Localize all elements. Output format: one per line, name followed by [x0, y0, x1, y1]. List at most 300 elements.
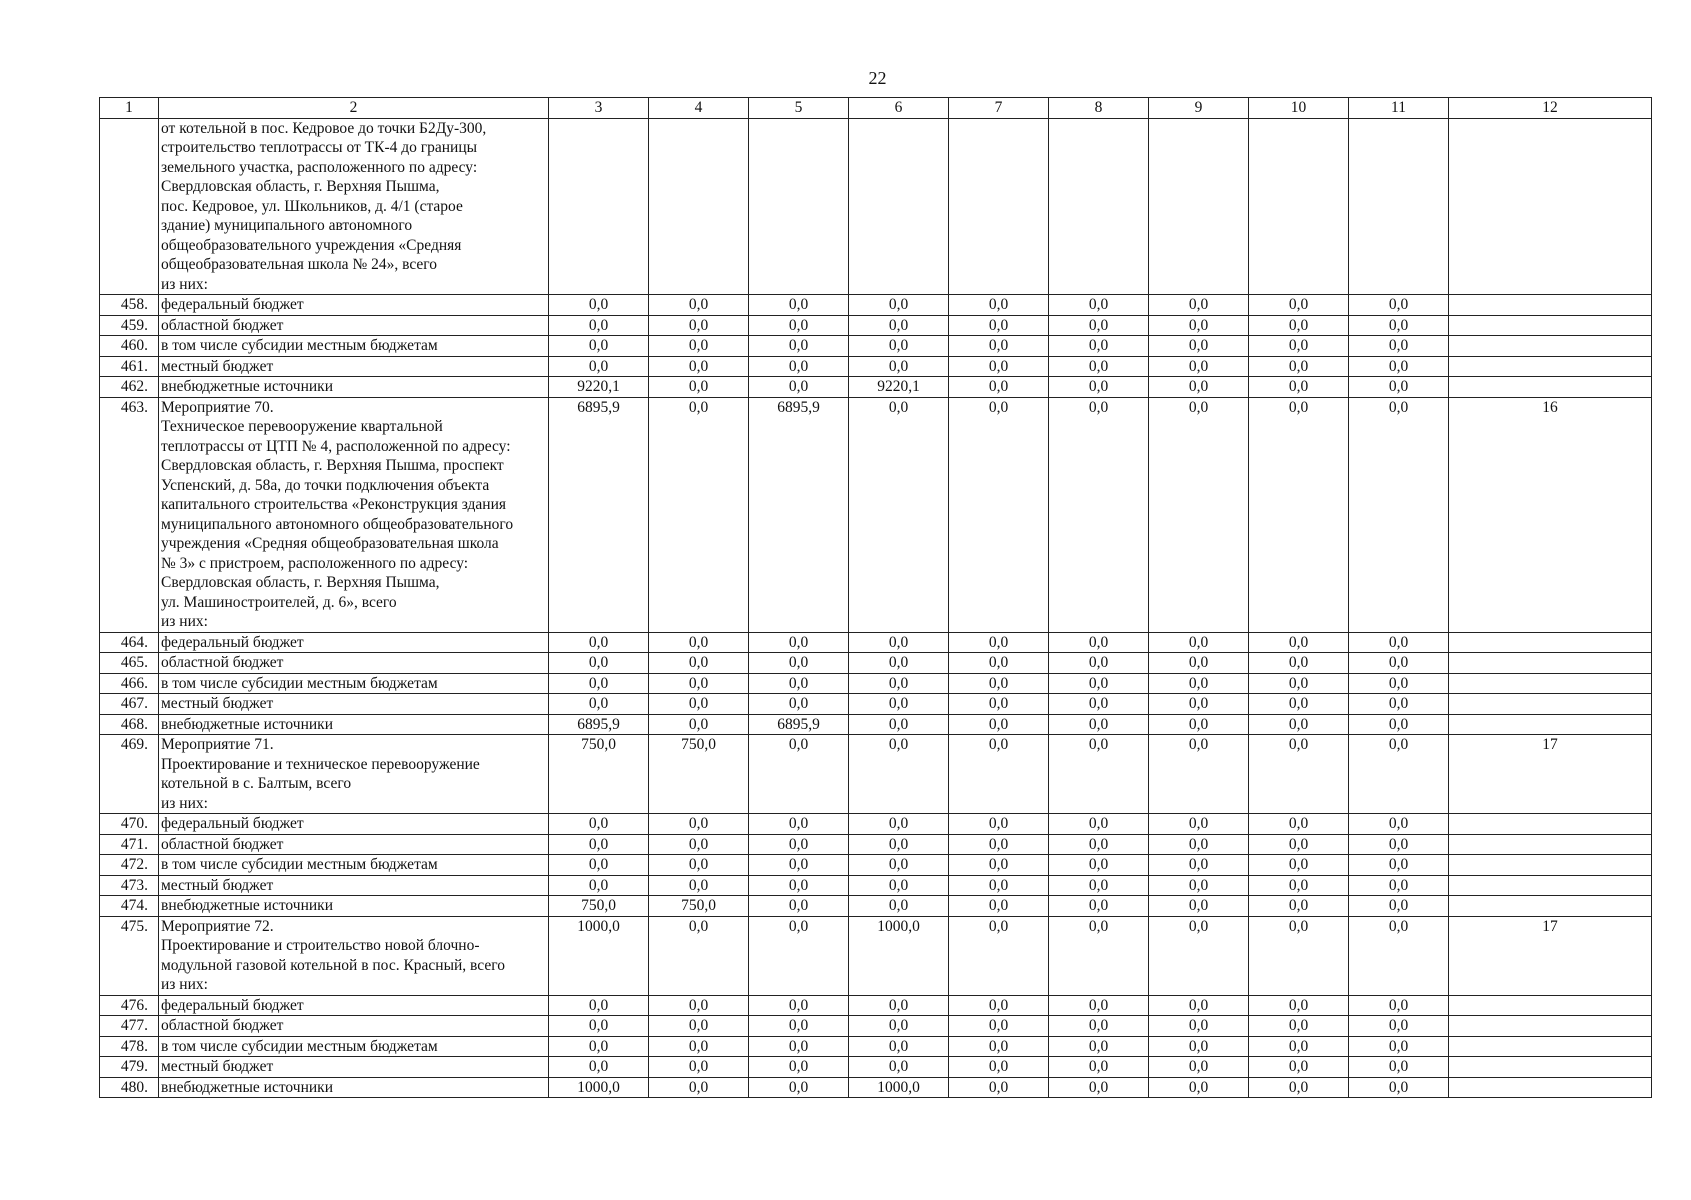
- value-cell: 0,0: [1149, 896, 1249, 917]
- value-cell: 0,0: [549, 295, 649, 316]
- budget-table: [99, 97, 1652, 1098]
- value-cell: 0,0: [949, 735, 1049, 814]
- value-cell: 0,0: [649, 1016, 749, 1037]
- value-cell: 0,0: [1149, 735, 1249, 814]
- value-cell: 0,0: [1249, 632, 1349, 653]
- table-row: [100, 356, 1652, 377]
- value-cell: 0,0: [1149, 714, 1249, 735]
- value-cell: 0,0: [1149, 814, 1249, 835]
- value-cell: 0,0: [649, 632, 749, 653]
- row-number: [100, 118, 159, 295]
- table-row: [100, 632, 1652, 653]
- value-cell: 0,0: [649, 315, 749, 336]
- row-number: 469.: [100, 735, 159, 814]
- value-cell: 0,0: [749, 735, 849, 814]
- row-number: 466.: [100, 673, 159, 694]
- value-cell: 0,0: [549, 653, 649, 674]
- value-cell: 0,0: [749, 1036, 849, 1057]
- value-cell: 0,0: [1149, 397, 1249, 632]
- value-cell: 1000,0: [549, 916, 649, 995]
- row-description: в том числе субсидии местным бюджетам: [159, 336, 549, 357]
- value-cell: 1000,0: [549, 1077, 649, 1098]
- note-cell: [1449, 834, 1652, 855]
- value-cell: 0,0: [1049, 632, 1149, 653]
- value-cell: 0,0: [649, 1036, 749, 1057]
- note-cell: [1449, 295, 1652, 316]
- value-cell: 0,0: [949, 1057, 1049, 1078]
- value-cell: 0,0: [1149, 336, 1249, 357]
- value-cell: 6895,9: [749, 714, 849, 735]
- value-cell: 0,0: [949, 1036, 1049, 1057]
- row-description: в том числе субсидии местным бюджетам: [159, 1036, 549, 1057]
- value-cell: [1349, 118, 1449, 295]
- value-cell: 0,0: [749, 1077, 849, 1098]
- value-cell: 0,0: [1049, 855, 1149, 876]
- value-cell: 0,0: [649, 673, 749, 694]
- table-row: [100, 1036, 1652, 1057]
- value-cell: 9220,1: [849, 377, 949, 398]
- value-cell: 0,0: [1149, 1077, 1249, 1098]
- value-cell: 0,0: [849, 735, 949, 814]
- value-cell: 0,0: [649, 875, 749, 896]
- row-number: 467.: [100, 694, 159, 715]
- value-cell: 0,0: [749, 653, 849, 674]
- note-cell: 17: [1449, 735, 1652, 814]
- row-number: 468.: [100, 714, 159, 735]
- value-cell: 0,0: [749, 834, 849, 855]
- value-cell: 0,0: [549, 356, 649, 377]
- note-cell: [1449, 1036, 1652, 1057]
- table-row: [100, 875, 1652, 896]
- note-cell: [1449, 814, 1652, 835]
- value-cell: 0,0: [549, 834, 649, 855]
- value-cell: 0,0: [1249, 397, 1349, 632]
- value-cell: 0,0: [1049, 834, 1149, 855]
- value-cell: 0,0: [1249, 995, 1349, 1016]
- row-number: 464.: [100, 632, 159, 653]
- value-cell: 6895,9: [549, 397, 649, 632]
- value-cell: 0,0: [749, 814, 849, 835]
- table-row: [100, 315, 1652, 336]
- column-header: 9: [1149, 98, 1249, 119]
- row-description: Мероприятие 71. Проектирование и техническое перевооружение котельной в с. Балтым, всего из них:: [159, 735, 549, 814]
- row-number: 475.: [100, 916, 159, 995]
- row-description: от котельной в пос. Кедровое до точки Б2Ду-300, строительство теплотрассы от ТК-4 до границы земельного участка, расположенного по адресу: Свердловская область, г. Верхняя Пышма, пос. Кедровое, ул. Школьников, д. 4/1 (старое здание) муниципального автономного общеобразовательного учреждения «Средняя общеобразовательная школа № 24», всего из них:: [159, 118, 549, 295]
- value-cell: 0,0: [1249, 896, 1349, 917]
- row-number: 470.: [100, 814, 159, 835]
- value-cell: 0,0: [649, 397, 749, 632]
- note-cell: [1449, 855, 1652, 876]
- value-cell: 0,0: [649, 1077, 749, 1098]
- value-cell: 0,0: [649, 653, 749, 674]
- value-cell: 1000,0: [849, 1077, 949, 1098]
- note-cell: [1449, 1016, 1652, 1037]
- column-header: 1: [100, 98, 159, 119]
- column-header: 10: [1249, 98, 1349, 119]
- value-cell: 0,0: [1249, 916, 1349, 995]
- value-cell: 0,0: [649, 995, 749, 1016]
- note-cell: [1449, 896, 1652, 917]
- column-header: 7: [949, 98, 1049, 119]
- note-cell: 16: [1449, 397, 1652, 632]
- note-cell: [1449, 875, 1652, 896]
- value-cell: 0,0: [649, 694, 749, 715]
- value-cell: 0,0: [749, 295, 849, 316]
- page-number: 22: [868, 68, 887, 88]
- value-cell: 0,0: [1349, 1077, 1449, 1098]
- row-description: местный бюджет: [159, 1057, 549, 1078]
- table-row: [100, 834, 1652, 855]
- column-header: 12: [1449, 98, 1652, 119]
- value-cell: 0,0: [1049, 673, 1149, 694]
- value-cell: 0,0: [1249, 315, 1349, 336]
- value-cell: 0,0: [849, 1016, 949, 1037]
- value-cell: 0,0: [1349, 632, 1449, 653]
- value-cell: 0,0: [1049, 315, 1149, 336]
- value-cell: 0,0: [749, 694, 849, 715]
- row-number: 461.: [100, 356, 159, 377]
- row-number: 465.: [100, 653, 159, 674]
- table-row: [100, 673, 1652, 694]
- value-cell: 0,0: [1049, 995, 1149, 1016]
- value-cell: 0,0: [1149, 295, 1249, 316]
- value-cell: 0,0: [1149, 315, 1249, 336]
- value-cell: 0,0: [549, 315, 649, 336]
- value-cell: 0,0: [649, 855, 749, 876]
- value-cell: 0,0: [1249, 735, 1349, 814]
- note-cell: [1449, 356, 1652, 377]
- table-row: [100, 735, 1652, 814]
- row-number: 462.: [100, 377, 159, 398]
- value-cell: 0,0: [849, 995, 949, 1016]
- value-cell: 0,0: [1149, 694, 1249, 715]
- value-cell: 0,0: [1049, 1077, 1149, 1098]
- value-cell: 0,0: [749, 356, 849, 377]
- value-cell: 0,0: [549, 673, 649, 694]
- value-cell: [1049, 118, 1149, 295]
- value-cell: 0,0: [849, 632, 949, 653]
- value-cell: 0,0: [949, 694, 1049, 715]
- note-cell: [1449, 714, 1652, 735]
- value-cell: 0,0: [549, 855, 649, 876]
- value-cell: 0,0: [1349, 356, 1449, 377]
- table-row: [100, 995, 1652, 1016]
- value-cell: 0,0: [1249, 1036, 1349, 1057]
- row-description: Мероприятие 72. Проектирование и строительство новой блочно- модульной газовой котельной в пос. Красный, всего из них:: [159, 916, 549, 995]
- value-cell: 0,0: [1049, 896, 1149, 917]
- value-cell: 0,0: [749, 1057, 849, 1078]
- value-cell: 0,0: [849, 896, 949, 917]
- row-description: областной бюджет: [159, 315, 549, 336]
- value-cell: 0,0: [949, 814, 1049, 835]
- value-cell: 750,0: [649, 735, 749, 814]
- value-cell: [549, 118, 649, 295]
- value-cell: 0,0: [549, 995, 649, 1016]
- value-cell: 0,0: [749, 336, 849, 357]
- row-number: 463.: [100, 397, 159, 632]
- value-cell: 0,0: [1149, 855, 1249, 876]
- value-cell: 0,0: [949, 673, 1049, 694]
- row-number: 473.: [100, 875, 159, 896]
- value-cell: 0,0: [1249, 1057, 1349, 1078]
- value-cell: 0,0: [649, 814, 749, 835]
- row-description: федеральный бюджет: [159, 632, 549, 653]
- value-cell: 0,0: [1049, 714, 1149, 735]
- value-cell: 0,0: [1249, 377, 1349, 398]
- value-cell: 0,0: [1349, 1057, 1449, 1078]
- value-cell: 0,0: [1349, 875, 1449, 896]
- value-cell: 0,0: [1249, 1077, 1349, 1098]
- column-header: 11: [1349, 98, 1449, 119]
- table-row: [100, 295, 1652, 316]
- column-header: 3: [549, 98, 649, 119]
- value-cell: 0,0: [549, 875, 649, 896]
- value-cell: 0,0: [949, 336, 1049, 357]
- value-cell: 0,0: [1249, 1016, 1349, 1037]
- value-cell: 0,0: [549, 1016, 649, 1037]
- value-cell: 0,0: [949, 377, 1049, 398]
- value-cell: 0,0: [1149, 673, 1249, 694]
- value-cell: 0,0: [1149, 916, 1249, 995]
- value-cell: 0,0: [1349, 315, 1449, 336]
- value-cell: 0,0: [949, 1016, 1049, 1037]
- value-cell: 0,0: [1149, 995, 1249, 1016]
- value-cell: 0,0: [1049, 653, 1149, 674]
- value-cell: 0,0: [1349, 336, 1449, 357]
- value-cell: 0,0: [1249, 814, 1349, 835]
- value-cell: 0,0: [1249, 875, 1349, 896]
- table-row: [100, 377, 1652, 398]
- value-cell: 0,0: [849, 397, 949, 632]
- value-cell: 0,0: [649, 916, 749, 995]
- row-number: 458.: [100, 295, 159, 316]
- value-cell: 0,0: [1249, 295, 1349, 316]
- value-cell: 0,0: [1149, 875, 1249, 896]
- value-cell: 0,0: [949, 855, 1049, 876]
- row-description: областной бюджет: [159, 653, 549, 674]
- value-cell: 0,0: [649, 377, 749, 398]
- value-cell: 0,0: [1149, 834, 1249, 855]
- value-cell: 0,0: [849, 855, 949, 876]
- value-cell: 0,0: [849, 673, 949, 694]
- value-cell: 0,0: [1049, 377, 1149, 398]
- value-cell: 0,0: [1349, 896, 1449, 917]
- value-cell: 0,0: [1049, 916, 1149, 995]
- value-cell: 0,0: [849, 814, 949, 835]
- table-row: [100, 1077, 1652, 1098]
- value-cell: 0,0: [649, 356, 749, 377]
- value-cell: [1149, 118, 1249, 295]
- value-cell: 0,0: [949, 875, 1049, 896]
- row-number: 460.: [100, 336, 159, 357]
- note-cell: [1449, 377, 1652, 398]
- value-cell: 0,0: [1149, 653, 1249, 674]
- value-cell: 0,0: [949, 1077, 1049, 1098]
- value-cell: 0,0: [1149, 1036, 1249, 1057]
- column-header: 2: [159, 98, 549, 119]
- note-cell: [1449, 118, 1652, 295]
- value-cell: 0,0: [849, 653, 949, 674]
- value-cell: 0,0: [1049, 1057, 1149, 1078]
- value-cell: [1249, 118, 1349, 295]
- value-cell: 0,0: [549, 632, 649, 653]
- value-cell: 0,0: [749, 995, 849, 1016]
- value-cell: 0,0: [1249, 855, 1349, 876]
- value-cell: 0,0: [1049, 336, 1149, 357]
- value-cell: 0,0: [1249, 834, 1349, 855]
- value-cell: 0,0: [949, 916, 1049, 995]
- table-row: [100, 1057, 1652, 1078]
- value-cell: 0,0: [1049, 356, 1149, 377]
- value-cell: 0,0: [1049, 875, 1149, 896]
- value-cell: 0,0: [1349, 1016, 1449, 1037]
- column-header: 4: [649, 98, 749, 119]
- column-header: 8: [1049, 98, 1149, 119]
- value-cell: 0,0: [749, 673, 849, 694]
- value-cell: 0,0: [949, 714, 1049, 735]
- value-cell: 0,0: [849, 1036, 949, 1057]
- table-row: [100, 916, 1652, 995]
- table-row: [100, 336, 1652, 357]
- row-description: внебюджетные источники: [159, 1077, 549, 1098]
- note-cell: [1449, 1057, 1652, 1078]
- table-row: [100, 896, 1652, 917]
- row-description: федеральный бюджет: [159, 995, 549, 1016]
- value-cell: 0,0: [1349, 916, 1449, 995]
- row-number: 474.: [100, 896, 159, 917]
- value-cell: 0,0: [1349, 834, 1449, 855]
- row-number: 477.: [100, 1016, 159, 1037]
- value-cell: 0,0: [1349, 397, 1449, 632]
- value-cell: 9220,1: [549, 377, 649, 398]
- value-cell: 0,0: [1349, 377, 1449, 398]
- value-cell: 0,0: [649, 1057, 749, 1078]
- value-cell: 0,0: [849, 875, 949, 896]
- value-cell: 0,0: [749, 916, 849, 995]
- value-cell: 0,0: [1349, 295, 1449, 316]
- row-description: внебюджетные источники: [159, 377, 549, 398]
- value-cell: 0,0: [1049, 295, 1149, 316]
- value-cell: 0,0: [1249, 694, 1349, 715]
- note-cell: [1449, 673, 1652, 694]
- value-cell: [749, 118, 849, 295]
- value-cell: 0,0: [549, 336, 649, 357]
- value-cell: 0,0: [849, 336, 949, 357]
- value-cell: 750,0: [649, 896, 749, 917]
- value-cell: 0,0: [949, 315, 1049, 336]
- value-cell: 0,0: [649, 336, 749, 357]
- value-cell: 0,0: [749, 896, 849, 917]
- row-description: в том числе субсидии местным бюджетам: [159, 855, 549, 876]
- value-cell: 0,0: [549, 1036, 649, 1057]
- table-row: [100, 855, 1652, 876]
- note-cell: [1449, 315, 1652, 336]
- value-cell: 0,0: [849, 315, 949, 336]
- value-cell: 6895,9: [749, 397, 849, 632]
- row-number: 476.: [100, 995, 159, 1016]
- row-number: 459.: [100, 315, 159, 336]
- value-cell: 0,0: [1349, 814, 1449, 835]
- value-cell: [849, 118, 949, 295]
- value-cell: 0,0: [1149, 1057, 1249, 1078]
- row-number: 471.: [100, 834, 159, 855]
- value-cell: [949, 118, 1049, 295]
- value-cell: 0,0: [849, 356, 949, 377]
- value-cell: 0,0: [1049, 694, 1149, 715]
- value-cell: 0,0: [749, 315, 849, 336]
- value-cell: 0,0: [1049, 735, 1149, 814]
- table-row: [100, 118, 1652, 295]
- note-cell: [1449, 653, 1652, 674]
- value-cell: 1000,0: [849, 916, 949, 995]
- value-cell: 0,0: [849, 1057, 949, 1078]
- table-row: [100, 814, 1652, 835]
- value-cell: 0,0: [749, 855, 849, 876]
- value-cell: 0,0: [749, 632, 849, 653]
- row-description: областной бюджет: [159, 834, 549, 855]
- column-header: 5: [749, 98, 849, 119]
- row-description: внебюджетные источники: [159, 714, 549, 735]
- value-cell: 0,0: [749, 377, 849, 398]
- note-cell: [1449, 694, 1652, 715]
- row-description: Мероприятие 70. Техническое перевооружение квартальной теплотрассы от ЦТП № 4, расположенной по адресу: Свердловская область, г. Верхняя Пышма, проспект Успенский, д. 58а, до точки подключения объекта капитального строительства «Реконструкция здания муниципального автономного общеобразовательного учреждения «Средняя общеобразовательная школа № 3» с пристроем, расположенного по адресу: Свердловская область, г. Верхняя Пышма, ул. Машиностроителей, д. 6», всего из них:: [159, 397, 549, 632]
- table-row: [100, 653, 1652, 674]
- value-cell: 0,0: [1349, 653, 1449, 674]
- value-cell: 0,0: [549, 694, 649, 715]
- value-cell: 750,0: [549, 896, 649, 917]
- value-cell: 0,0: [1049, 1036, 1149, 1057]
- value-cell: 0,0: [949, 295, 1049, 316]
- value-cell: 0,0: [949, 896, 1049, 917]
- table-row: [100, 397, 1652, 632]
- value-cell: 0,0: [849, 714, 949, 735]
- header-row: [100, 98, 1652, 119]
- value-cell: 0,0: [1349, 855, 1449, 876]
- row-number: 472.: [100, 855, 159, 876]
- value-cell: 0,0: [1349, 735, 1449, 814]
- value-cell: 0,0: [1149, 356, 1249, 377]
- row-number: 480.: [100, 1077, 159, 1098]
- value-cell: 0,0: [749, 875, 849, 896]
- row-description: местный бюджет: [159, 875, 549, 896]
- column-header: 6: [849, 98, 949, 119]
- value-cell: 0,0: [1049, 397, 1149, 632]
- row-description: федеральный бюджет: [159, 814, 549, 835]
- note-cell: [1449, 336, 1652, 357]
- value-cell: 0,0: [1349, 694, 1449, 715]
- value-cell: 0,0: [1349, 714, 1449, 735]
- value-cell: 0,0: [949, 356, 1049, 377]
- row-number: 479.: [100, 1057, 159, 1078]
- value-cell: 0,0: [549, 1057, 649, 1078]
- value-cell: 0,0: [849, 834, 949, 855]
- value-cell: 0,0: [949, 834, 1049, 855]
- value-cell: 0,0: [649, 295, 749, 316]
- note-cell: 17: [1449, 916, 1652, 995]
- value-cell: 0,0: [949, 632, 1049, 653]
- row-description: в том числе субсидии местным бюджетам: [159, 673, 549, 694]
- value-cell: 0,0: [1249, 356, 1349, 377]
- table-row: [100, 714, 1652, 735]
- value-cell: 0,0: [1049, 814, 1149, 835]
- row-description: внебюджетные источники: [159, 896, 549, 917]
- value-cell: 0,0: [749, 1016, 849, 1037]
- value-cell: 6895,9: [549, 714, 649, 735]
- value-cell: 0,0: [1149, 377, 1249, 398]
- value-cell: [649, 118, 749, 295]
- value-cell: 0,0: [1249, 714, 1349, 735]
- value-cell: 0,0: [1349, 995, 1449, 1016]
